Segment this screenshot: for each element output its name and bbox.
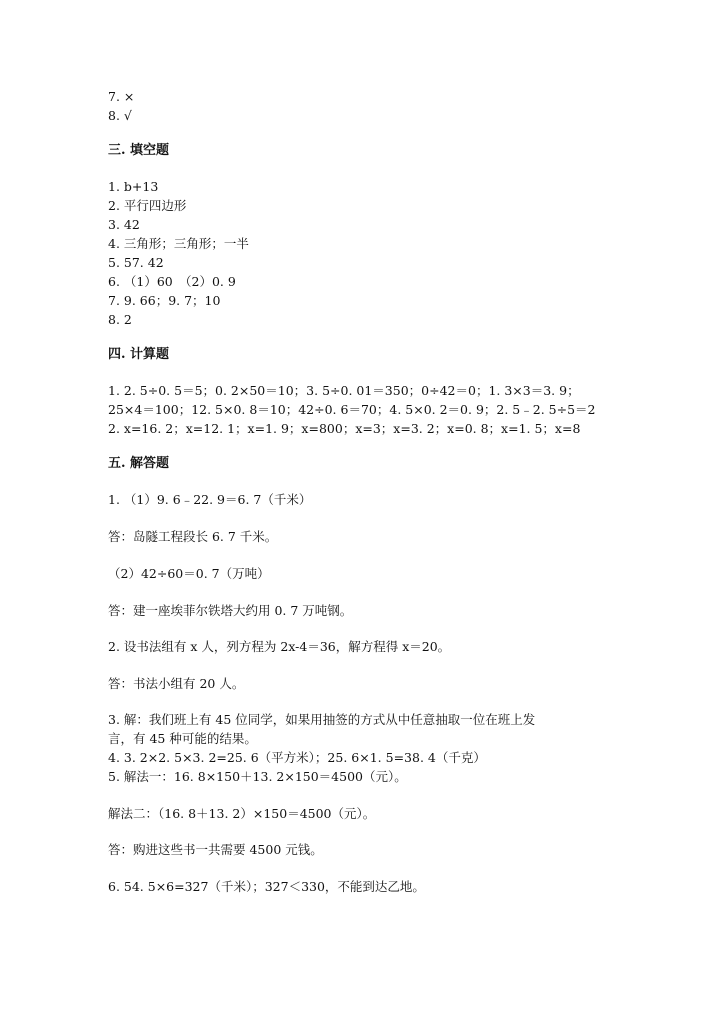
q5-method-2: 解法二：（16. 8＋13. 2）×150＝4500（元）。 xyxy=(108,806,376,821)
q3-line-2: 言，有 45 种可能的结果。 xyxy=(108,731,257,746)
calc-line-1: 1. 2. 5÷0. 5＝5；0. 2×50＝10；3. 5÷0. 01＝350；0÷42＝0；1. 3×3＝3. 9； xyxy=(108,383,580,398)
fill-answer-3: 3. 42 xyxy=(108,217,140,232)
fill-answer-6: 6. （1）60 （2）0. 9 xyxy=(108,274,236,289)
q2-solution: 2. 设书法组有 x 人，列方程为 2x-4＝36，解方程得 x＝20。 xyxy=(108,639,451,654)
fill-answer-1: 1. b+13 xyxy=(108,179,159,194)
fill-answer-7: 7. 9. 66；9. 7；10 xyxy=(108,293,221,308)
section-4-heading: 四. 计算题 xyxy=(108,347,170,362)
q3-line-1: 3. 解：我们班上有 45 位同学，如果用抽签的方式从中任意抽取一位在班上发 xyxy=(108,712,536,727)
q6-solution: 6. 54. 5×6=327（千米）；327＜330，不能到达乙地。 xyxy=(108,879,425,894)
fill-answer-4: 4. 三角形；三角形；一半 xyxy=(108,236,249,251)
calc-line-2: 25×4＝100；12. 5×0. 8＝10；42÷0. 6＝70；4. 5×0. 2＝0. 9；2. 5﹣2. 5÷5＝2 xyxy=(108,402,596,417)
fill-answer-5: 5. 57. 42 xyxy=(108,255,164,270)
q1-answer2: 答：建一座埃菲尔铁塔大约用 0. 7 万吨钢。 xyxy=(108,603,353,618)
answer-8: 8. √ xyxy=(108,108,132,123)
section-3-heading: 三. 填空题 xyxy=(108,143,170,158)
q1-answer1: 答：岛隧工程段长 6. 7 千米。 xyxy=(108,529,278,544)
fill-answer-2: 2. 平行四边形 xyxy=(108,198,187,213)
fill-answer-8: 8. 2 xyxy=(108,312,132,327)
q2-answer: 答：书法小组有 20 人。 xyxy=(108,676,245,691)
calc-line-3: 2. x=16. 2；x=12. 1；x=1. 9；x=800；x=3；x=3. 2；x=0. 8；x=1. 5；x=8 xyxy=(108,421,581,436)
q5-answer: 答：购进这些书一共需要 4500 元钱。 xyxy=(108,842,323,857)
q4-solution: 4. 3. 2×2. 5×3. 2=25. 6（平方米）；25. 6×1. 5=38. 4（千克） xyxy=(108,750,486,765)
section-5-heading: 五. 解答题 xyxy=(108,456,170,471)
q1-part1: 1. （1）9. 6﹣22. 9＝6. 7（千米） xyxy=(108,492,312,507)
q5-method-1: 5. 解法一：16. 8×150＋13. 2×150＝4500（元）。 xyxy=(108,769,407,784)
answer-7: 7. × xyxy=(108,89,135,104)
q1-part2: （2）42÷60＝0. 7（万吨） xyxy=(108,566,270,581)
